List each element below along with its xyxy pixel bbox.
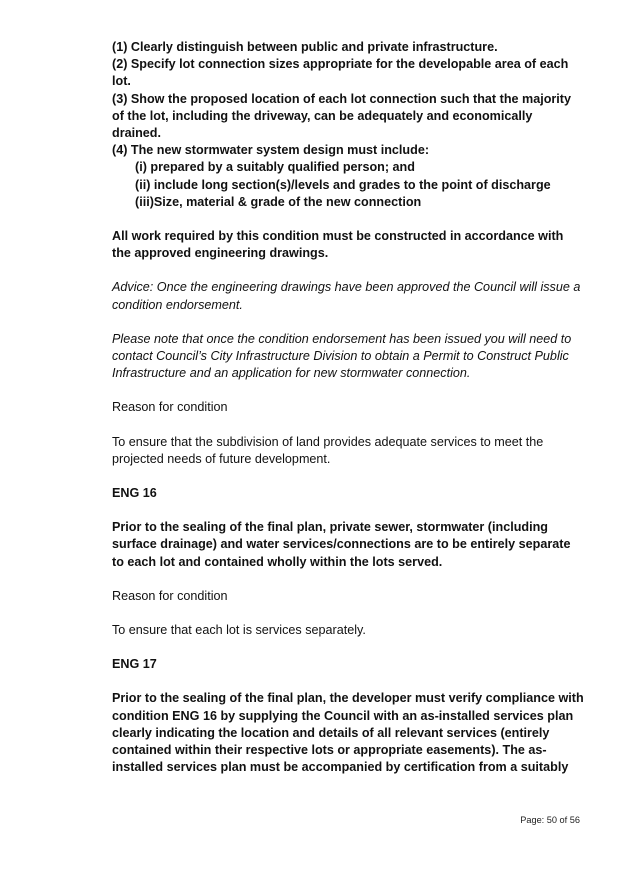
condition-item: (2) Specify lot connection sizes appropriate for the developable area of each <box>112 57 569 72</box>
condition-item: drained. <box>112 126 161 141</box>
eng17-heading: ENG 17 <box>112 657 157 672</box>
eng17-line: clearly indicating the location and details of all relevant services (entirely <box>112 725 550 740</box>
condition-item: of the lot, including the driveway, can be adequately and economically <box>112 108 533 123</box>
eng16-heading: ENG 16 <box>112 486 157 501</box>
construction-note-line: the approved engineering drawings. <box>112 246 329 261</box>
eng16-line: to each lot and contained wholly within the lots served. <box>112 554 443 569</box>
construction-note-line: All work required by this condition must be constructed in accordance with <box>112 229 564 244</box>
eng17-line: installed services plan must be accompanied by certification from a suitably <box>112 760 569 775</box>
advice-line: condition endorsement. <box>112 297 243 312</box>
eng16-reason-text: To ensure that each lot is services separately. <box>112 623 366 638</box>
eng16-line: surface drainage) and water services/connections are to be entirely separate <box>112 537 571 552</box>
eng16-reason-label: Reason for condition <box>112 588 228 603</box>
eng17-line: Prior to the sealing of the final plan, the developer must verify compliance with <box>112 691 584 706</box>
permit-note-line: Please note that once the condition endorsement has been issued you will need to <box>112 331 572 346</box>
reason-text <box>112 434 584 468</box>
condition-sub-item: (i) prepared by a suitably qualified person; and <box>135 160 415 175</box>
condition-item: (3) Show the proposed location of each lot connection such that the majority <box>112 91 572 106</box>
construction-note <box>112 228 584 262</box>
condition-item: (4) The new stormwater system design must include: <box>112 143 430 158</box>
condition-list <box>112 39 584 211</box>
reason-label: Reason for condition <box>112 400 228 415</box>
permit-note-line: Infrastructure and an application for new stormwater connection. <box>112 366 471 381</box>
reason-line: projected needs of future development. <box>112 451 331 466</box>
page-number: Page: 50 of 56 <box>520 815 580 825</box>
reason-line: To ensure that the subdivision of land provides adequate services to meet the <box>112 434 544 449</box>
eng17-text <box>112 690 584 776</box>
condition-item: lot. <box>112 74 131 89</box>
condition-sub-item: (ii) include long section(s)/levels and grades to the point of discharge <box>135 177 551 192</box>
document-page <box>112 39 584 777</box>
condition-sub-item: (iii)Size, material & grade of the new connection <box>135 194 422 209</box>
eng16-line: Prior to the sealing of the final plan, private sewer, stormwater (including <box>112 520 548 535</box>
permit-note <box>112 331 584 383</box>
eng16-text <box>112 519 584 571</box>
condition-item: (1) Clearly distinguish between public and private infrastructure. <box>112 40 498 54</box>
advice-note <box>112 279 584 313</box>
eng17-line: contained within their respective lots or appropriate easements). The as- <box>112 743 547 758</box>
eng17-line: condition ENG 16 by supplying the Council with an as-installed services plan <box>112 708 574 723</box>
advice-line: Advice: Once the engineering drawings have been approved the Council will issue a <box>112 280 581 295</box>
permit-note-line: contact Council’s City Infrastructure Division to obtain a Permit to Construct Public <box>112 349 569 364</box>
